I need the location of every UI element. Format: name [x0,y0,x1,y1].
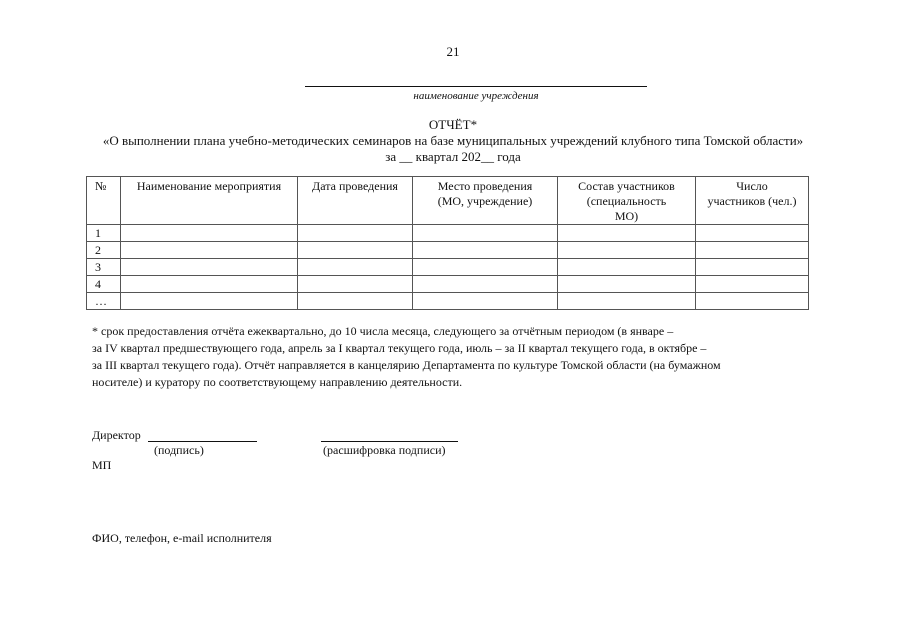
table-row [87,225,809,242]
cell-place [413,259,558,276]
cell-place [413,276,558,293]
cell-participants [558,242,696,259]
footnote-line: за III квартал текущего года). Отчёт направляется в канцелярию Департамента по культуре Томской области (на бумажном [92,358,721,372]
cell-participants [558,293,696,310]
cell-event-name [121,259,298,276]
cell-date [298,259,413,276]
cell-count [696,225,809,242]
cell-participants [558,225,696,242]
cell-date [298,293,413,310]
cell-place [413,225,558,242]
report-title: ОТЧЁТ* [428,117,478,132]
row-number: 1 [87,225,121,242]
stamp-label: МП [92,458,112,472]
footnote-line: * срок предоставления отчёта ежеквартально, до 10 числа месяца, следующего за отчётным периодом (в январе – [92,324,674,338]
organization-name-line [305,86,647,87]
cell-count [696,259,809,276]
executor-label: ФИО, телефон, e-mail исполнителя [92,531,272,545]
cell-event-name [121,293,298,310]
cell-date [298,276,413,293]
header-event-name: Наименование мероприятия [121,177,298,225]
table-row [87,276,809,293]
cell-event-name [121,276,298,293]
organization-name-caption: наименование учреждения [413,90,539,102]
cell-event-name [121,242,298,259]
signature-decoding-caption: (расшифровка подписи) [323,443,446,457]
table-row [87,259,809,276]
header-date: Дата проведения [298,177,413,225]
cell-count [696,242,809,259]
signature-caption: (подпись) [154,443,204,457]
header-participants-composition: Состав участников (специальность МО) [558,177,696,225]
cell-event-name [121,225,298,242]
cell-count [696,293,809,310]
cell-participants [558,276,696,293]
signature-decoding-line [321,441,458,442]
report-table [86,176,809,310]
cell-count [696,276,809,293]
report-subtitle: «О выполнении плана учебно-методических семинаров на базе муниципальных учреждений клубного типа Томской области» [102,133,804,148]
row-number: 2 [87,242,121,259]
signature-line [148,441,257,442]
header-place: Место проведения (МО, учреждение) [413,177,558,225]
row-number: 3 [87,259,121,276]
row-number: … [87,293,121,310]
report-period: за __ квартал 202__ года [385,149,521,164]
cell-place [413,242,558,259]
table-header-row [87,177,809,225]
header-number: № [87,177,121,225]
footnote-line: за IV квартал предшествующего года, апрель за I квартал текущего года, июль – за II квартал текущего года, в октябре – [92,341,707,355]
table-row [87,242,809,259]
cell-place [413,293,558,310]
page-number: 21 [446,44,460,59]
footnote-line: носителе) и куратору по соответствующему направлению деятельности. [92,375,463,389]
cell-date [298,242,413,259]
cell-participants [558,259,696,276]
footnote [92,323,792,391]
cell-date [298,225,413,242]
director-label: Директор [92,428,141,442]
table-row [87,293,809,310]
header-participants-count: Число участников (чел.) [696,177,809,225]
row-number: 4 [87,276,121,293]
